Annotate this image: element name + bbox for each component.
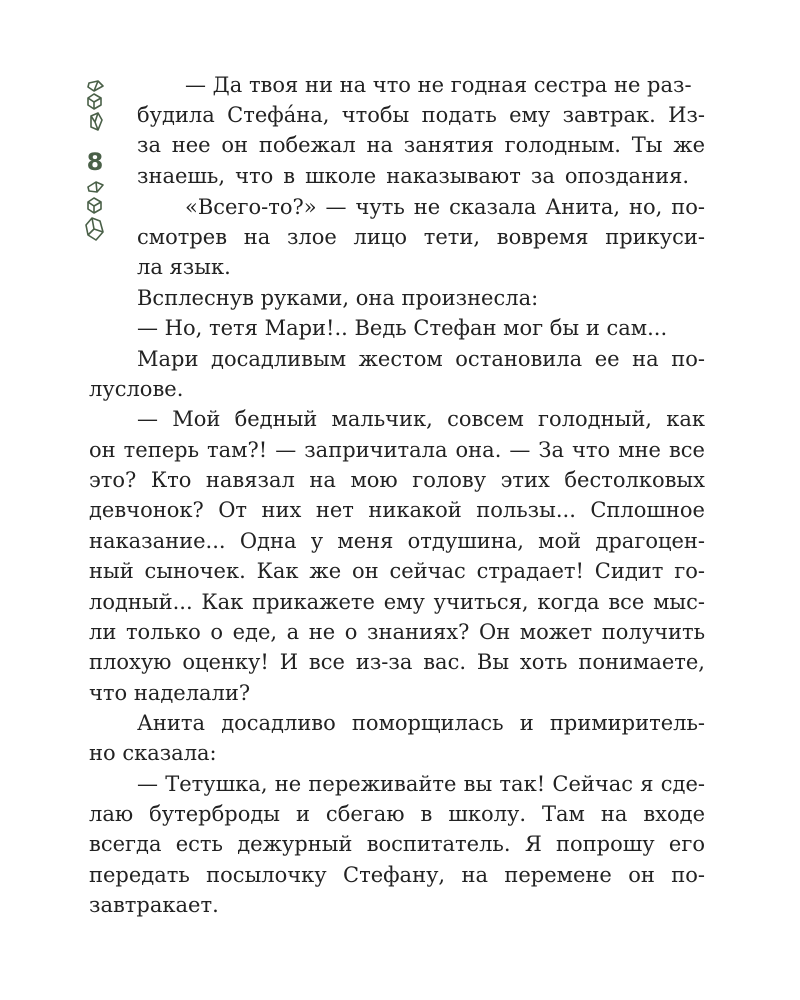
text-line: «Всего-то?» — чуть не сказала Анита, но, по- [185, 195, 705, 219]
text-line: ный сыночек. Как же он сейчас страдает! Сидит го- [89, 559, 705, 583]
text-line: плохую оценку! И все из-за вас. Вы хоть понимаете, [89, 650, 705, 674]
text-line: ли только о еде, а не о знаниях? Он может получить [89, 620, 705, 644]
page-number: 8 [86, 148, 104, 176]
gem-cluster-top-icon [82, 80, 108, 142]
text-line: знаешь, что в школе наказывают за опоздания. [137, 164, 689, 188]
text-line: передать посылочку Стефану, на перемене он по- [89, 863, 705, 887]
text-line: девчонок? От них нет никакой пользы... Сплошное [89, 498, 705, 522]
text-line: Анита досадливо поморщилась и примиритель- [137, 711, 705, 735]
text-line: за нее он побежал на занятия голодным. Ты же [137, 133, 705, 157]
text-line: Мари досадливым жестом остановила ее на по- [137, 347, 705, 371]
text-line: завтракает. [89, 893, 219, 917]
text-line: но сказала: [89, 741, 217, 765]
text-line: это? Кто навязал на мою голову этих бестолковых [89, 468, 705, 492]
gem-cluster-bottom-icon [82, 180, 108, 250]
text-line: смотрев на злое лицо тети, вовремя прикуси- [137, 225, 705, 249]
text-line: — Тетушка, не переживайте вы так! Сейчас я сде- [137, 772, 705, 796]
text-line: будила Стефа́на, чтобы подать ему завтрак. Из- [137, 103, 705, 127]
text-line: что наделали? [89, 681, 251, 705]
text-line: лодный... Как прикажете ему учиться, когда все мыс- [89, 590, 705, 614]
text-line: лаю бутерброды и сбегаю в школу. Там на входе [89, 802, 705, 826]
text-line: — Да твоя ни на что не годная сестра не раз- [185, 73, 692, 97]
text-line: — Но, тетя Мари!.. Ведь Стефан мог бы и сам... [137, 316, 668, 340]
text-line: всегда есть дежурный воспитатель. Я попрошу его [89, 832, 705, 856]
text-line: луслове. [89, 377, 184, 401]
text-line: он теперь там?! — запричитала она. — За что мне все [89, 438, 705, 462]
text-line: наказание... Одна у меня отдушина, мой драгоцен- [89, 529, 705, 553]
text-line: — Мой бедный мальчик, совсем голодный, как [137, 407, 705, 431]
text-line: Всплеснув руками, она произнесла: [137, 286, 539, 310]
text-line: ла язык. [137, 255, 231, 279]
